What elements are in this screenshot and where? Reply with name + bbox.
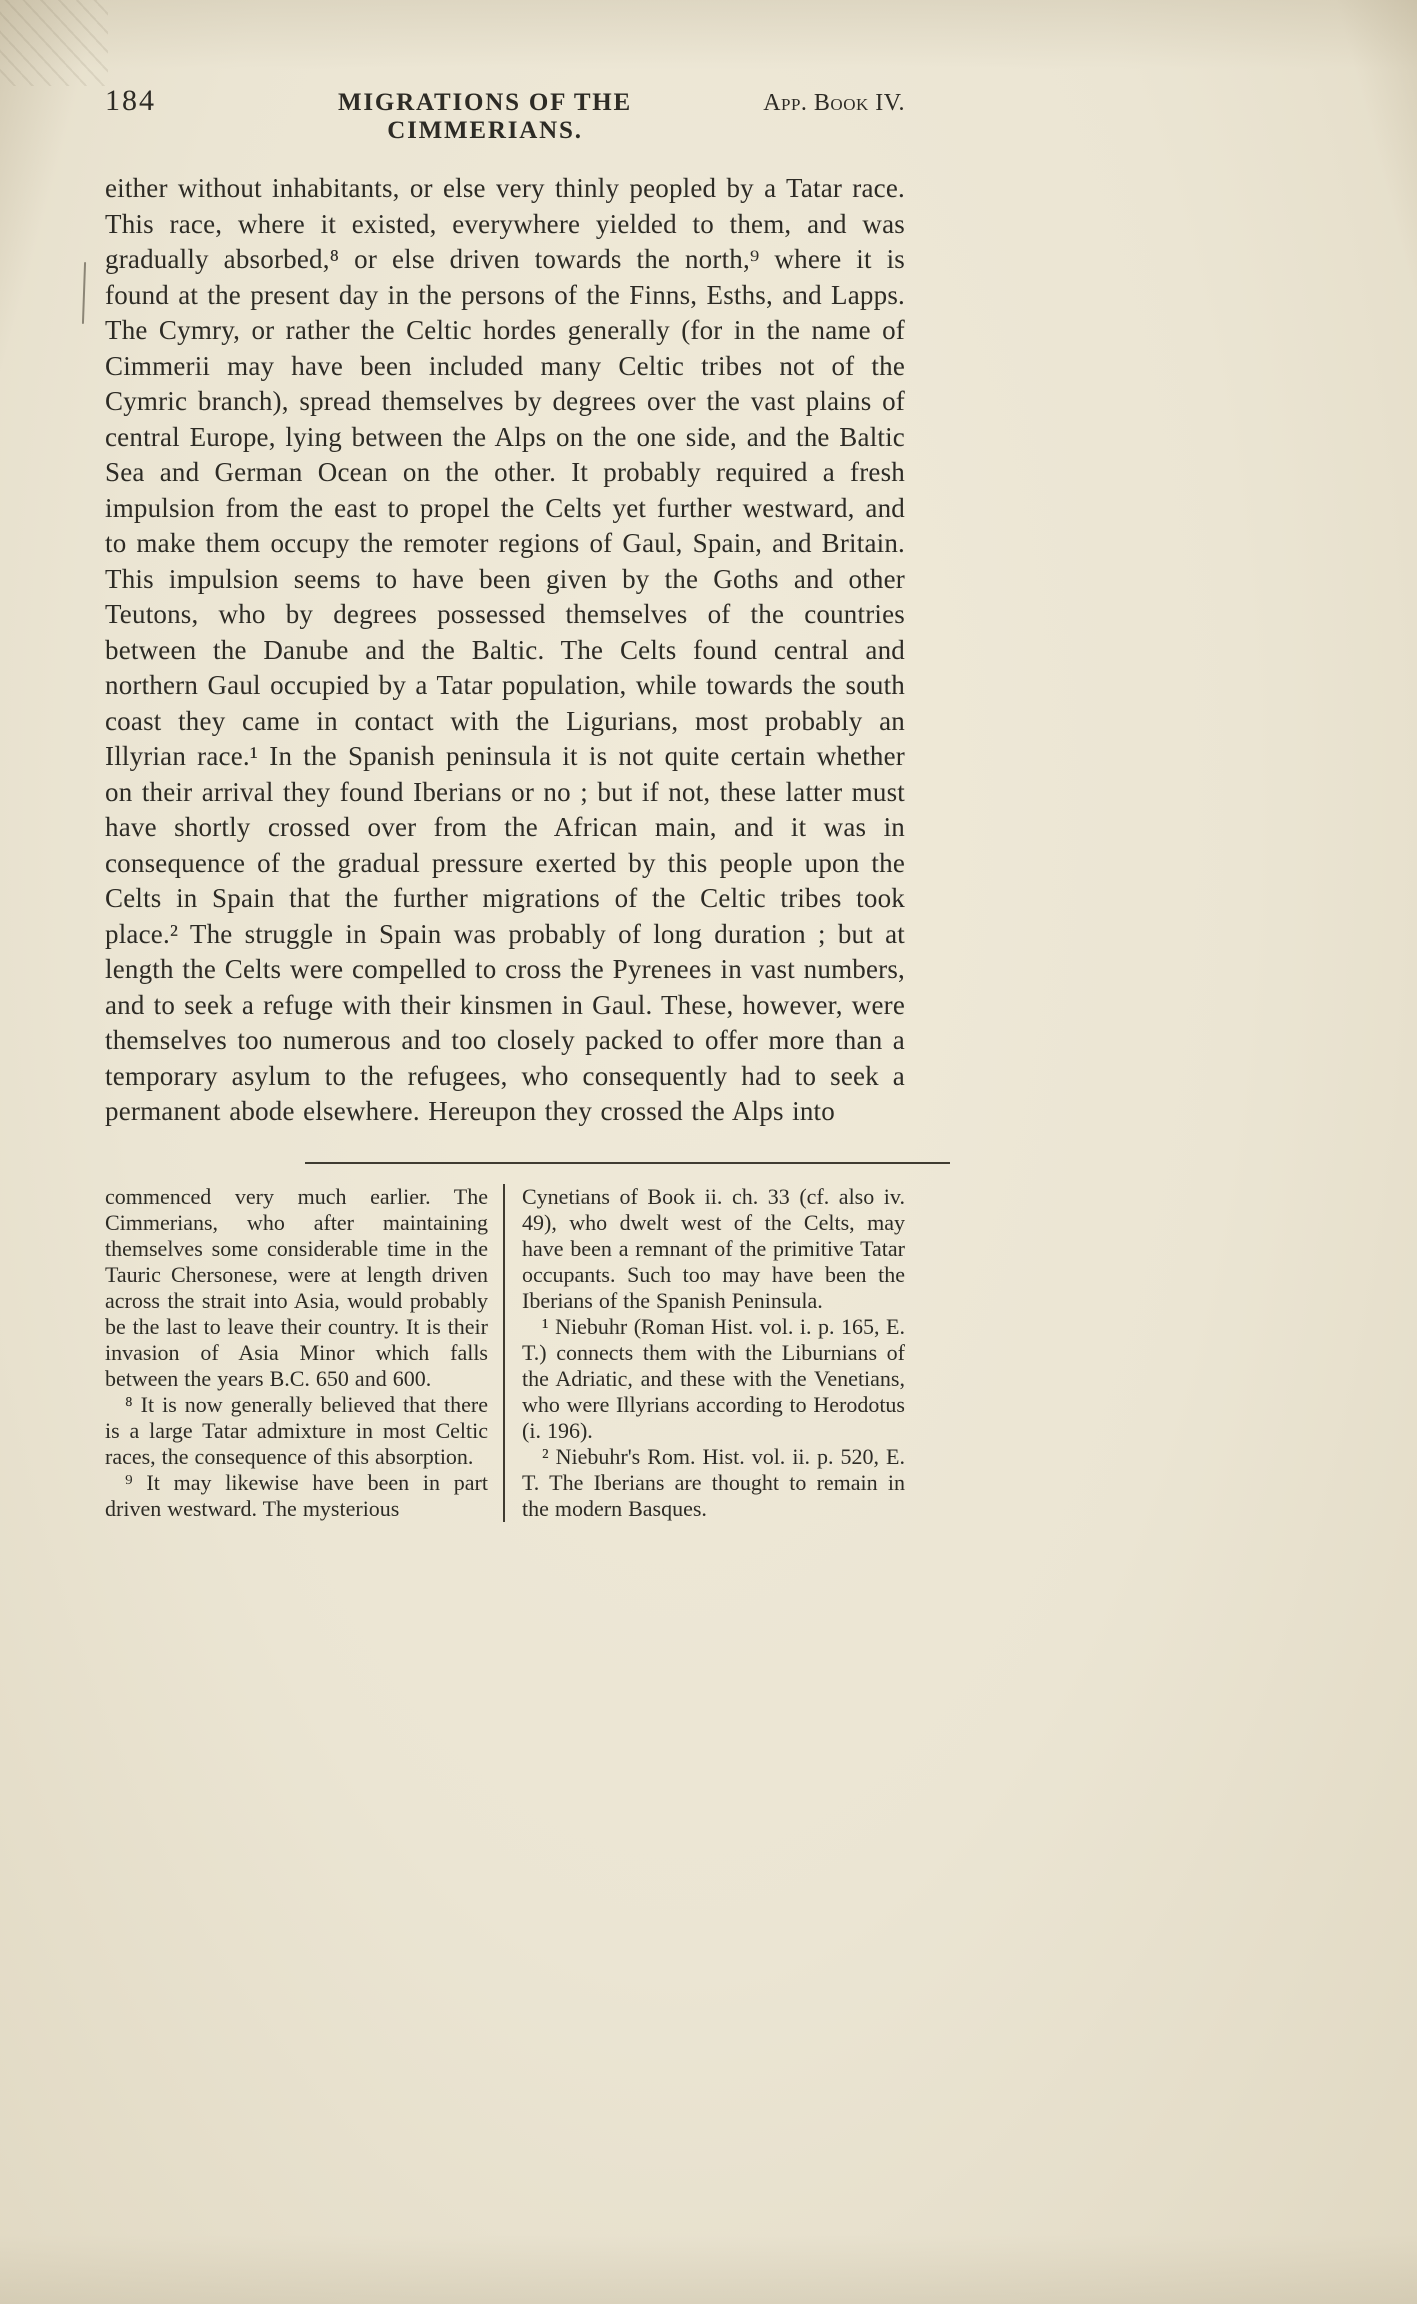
- page-header: [105, 84, 905, 145]
- footnote-9: ⁹ It may likewise have been in part driven westward. The mysterious: [105, 1469, 488, 1521]
- footnote-1: ¹ Niebuhr (Roman Hist. vol. i. p. 165, E. T.) connects them with the Liburnians of the Adriatic, and these with the Venetians, who were Illyrians according to Herodotus (i. 196).: [522, 1313, 905, 1443]
- page-content: [105, 0, 905, 1522]
- scan-corner-texture: [0, 0, 108, 86]
- footnote-2: ² Niebuhr's Rom. Hist. vol. ii. p. 520, E. T. The Iberians are thought to remain in the modern Basques.: [522, 1443, 905, 1521]
- margin-pencil-mark: [82, 262, 86, 324]
- footnotes-right-column: [505, 1184, 905, 1522]
- body-paragraph: either without inhabitants, or else very thinly peopled by a Tatar race. This race, where it existed, everywhere yielded to them, and was gradually absorbed,⁸ or else driven towards the north,⁹ where it is found at the present day in the persons of the Finns, Esths, and Lapps. The Cymry, or rather the Celtic hordes generally (for in the name of Cimmerii may have been included many Celtic tribes not of the Cymric branch), spread themselves by degrees over the vast plains of central Europe, lying between the Alps on the one side, and the Baltic Sea and German Ocean on the other. It probably required a fresh impulsion from the east to propel the Celts yet further westward, and to make them occupy the remoter regions of Gaul, Spain, and Britain. This impulsion seems to have been given by the Goths and other Teutons, who by degrees possessed themselves of the countries between the Danube and the Baltic. The Celts found central and northern Gaul occupied by a Tatar population, while towards the south coast they came in contact with the Ligurians, most probably an Illyrian race.¹ In the Spanish peninsula it is not quite certain whether on their arrival they found Iberians or no ; but if not, these latter must have shortly crossed over from the African main, and it was in consequence of the gradual pressure exerted by this people upon the Celts in Spain that the further migrations of the Celtic tribes took place.² The struggle in Spain was probably of long duration ; but at length the Celts were compelled to cross the Pyrenees in vast numbers, and to seek a refuge with their kinsmen in Gaul. These, however, were themselves too numerous and too closely packed to offer more than a temporary asylum to the refugees, who consequently had to seek a permanent abode elsewhere. Hereupon they crossed the Alps into: [105, 173, 905, 1126]
- footnotes-section: [105, 1184, 905, 1522]
- footnote-divider-rule: [305, 1162, 950, 1164]
- footnote-9-continuation: Cynetians of Book ii. ch. 33 (cf. also iv. 49), who dwelt west of the Celts, may have been a remnant of the primitive Tatar occupants. Such too may have been the Iberians of the Spanish Peninsula.: [522, 1183, 905, 1313]
- footnotes-left-column: [105, 1184, 505, 1522]
- footnote-8: ⁸ It is now generally believed that there is a large Tatar admixture in most Celtic races, the consequence of this absorption.: [105, 1391, 488, 1469]
- footnote-continuation-previous-page: commenced very much earlier. The Cimmerians, who after maintaining themselves some considerable time in the Tauric Chersonese, were at length driven across the strait into Asia, would probably be the last to leave their country. It is their invasion of Asia Minor which falls between the years B.C. 650 and 600.: [105, 1183, 488, 1391]
- book-reference: App. Book IV.: [763, 90, 905, 116]
- page-number: 184: [105, 84, 156, 117]
- running-title: MIGRATIONS OF THE CIMMERIANS.: [337, 89, 633, 144]
